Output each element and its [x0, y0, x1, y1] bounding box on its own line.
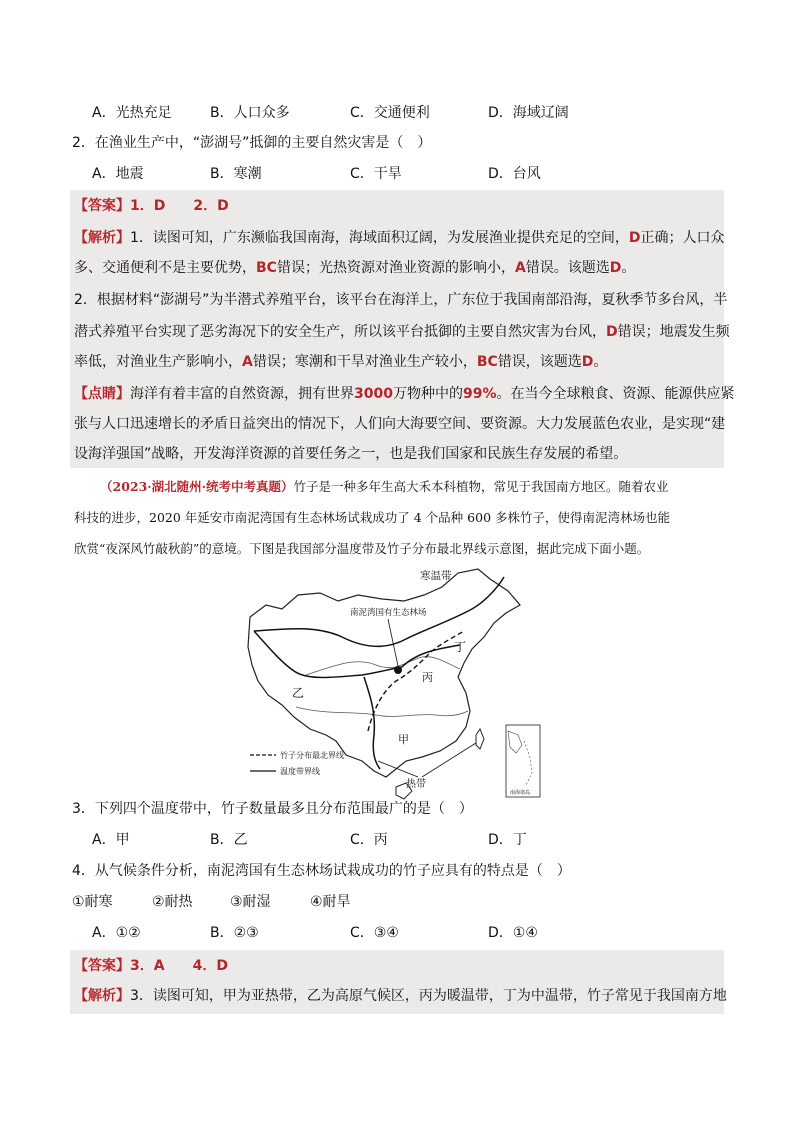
analysis-text: 。	[621, 260, 636, 276]
analysis-2-line-1: 2．根据材料“澎湖号”为半潜式养殖平台，该平台在海洋上，广东位于我国南部沿海，夏秋季节多台风，半	[74, 292, 728, 308]
q2-option-a: A．地震	[92, 166, 144, 182]
intro-line-2: 科技的进步，2020 年延安市南泥湾国有生态林场试栽成功了 4 个品种 600 多株竹子，使得南泥湾林场也能	[74, 510, 670, 525]
dianjing-text: 万物种中的	[392, 386, 463, 402]
dianjing-text: 海洋有着丰富的自然资源，拥有世界	[130, 386, 354, 402]
map-svg	[246, 565, 546, 805]
q4-options	[0, 922, 794, 944]
answer-1	[74, 194, 229, 218]
q4-option-b: B．②③	[210, 925, 259, 941]
answer-2	[74, 954, 228, 978]
label-hanwen: 寒温带	[420, 570, 452, 582]
q4-item-4: ④耐旱	[310, 894, 351, 910]
q3-option-a: A．甲	[92, 832, 130, 848]
dianjing-line-2: 张与人口迅速增长的矛盾日益突出的情况下，人们向大海要空间、要资源。大力发展蓝色农业，是实现“建	[74, 416, 726, 432]
q3-options	[0, 829, 794, 851]
analysis-tag: 【解析】	[74, 230, 130, 246]
analysis-text: 错误。该题选	[525, 260, 610, 276]
q2-options	[0, 163, 794, 185]
analysis-key: D	[628, 230, 641, 246]
q4-stem: 4．从气候条件分析，南泥湾国有生态林场试栽成功的竹子应具有的特点是（ ）	[72, 863, 571, 879]
dianjing-key: 99%	[462, 386, 497, 402]
intro-line-1	[100, 475, 669, 499]
q4-option-d: D．①④	[488, 925, 538, 941]
china-temperature-zone-map	[246, 565, 546, 805]
analysis-text: 错误；寒潮和干旱对渔业生产较小，	[252, 354, 477, 370]
analysis-key: BC	[256, 260, 277, 276]
analysis-tag: 【解析】	[74, 988, 130, 1004]
q3-option-b: B．乙	[210, 832, 248, 848]
analysis-2-line-2	[74, 320, 730, 344]
analysis-key: D	[606, 324, 618, 340]
analysis-text: 3．读图可知，甲为亚热带，乙为高原气候区，丙为暖温带，丁为中温带，竹子常见于我国南方地	[130, 988, 727, 1004]
dianjing-tag: 【点睛】	[74, 386, 130, 402]
q2-option-b: B．寒潮	[210, 166, 262, 182]
label-redai: 热带	[406, 779, 426, 790]
analysis-text: 正确；人口众	[640, 230, 725, 246]
dianjing-text: 。在当今全球粮食、资源、能源供应紧	[496, 386, 735, 402]
analysis-3-line-1	[74, 984, 727, 1008]
q3-option-c: C．丙	[350, 832, 388, 848]
label-jia: 甲	[398, 733, 409, 746]
inset-label: 南海诸岛	[510, 790, 531, 796]
analysis-text: 1．读图可知，广东濒临我国南海，海域面积辽阔，为发展渔业提供充足的空间，	[130, 230, 629, 246]
q2-option-d: D．台风	[488, 166, 541, 182]
q4-items	[0, 891, 794, 913]
label-yi: 乙	[292, 686, 305, 700]
legend-temp: 温度带界线	[280, 767, 320, 776]
q4-option-a: A．①②	[92, 925, 141, 941]
q3-stem: 3．下列四个温度带中，竹子数量最多且分布范围最广的是（ ）	[72, 801, 473, 817]
q2-stem: 2．在渔业生产中，“澎湖号”抵御的主要自然灾害是（ ）	[72, 135, 432, 151]
legend-bamboo: 竹子分布最北界线	[280, 751, 344, 760]
q4-item-3: ③耐湿	[230, 894, 271, 910]
q1-option-c: C．交通便利	[350, 105, 430, 121]
analysis-2-line-3	[74, 350, 607, 374]
analysis-text: 潜式养殖平台实现了恶劣海况下的安全生产，所以该平台抵御的主要自然灾害为台风，	[74, 324, 606, 340]
dianjing-key: 3000	[354, 386, 393, 402]
analysis-text: 。	[593, 354, 608, 370]
q3-option-d: D．丁	[488, 832, 527, 848]
q4-option-c: C．③④	[350, 925, 399, 941]
dianjing-line-3: 设海洋强国”战略，开发海洋资源的首要任务之一，也是我们国家和民族生存发展的希望。	[74, 446, 628, 462]
q2-option-c: C．干旱	[350, 166, 402, 182]
question-source: （2023·湖北随州·统考中考真题）	[100, 479, 294, 494]
analysis-text: 率低，对渔业生产影响小，	[74, 354, 242, 370]
analysis-1-line-1	[74, 226, 725, 250]
answer-text: 3．A 4．D	[130, 958, 228, 974]
answer-text: 1．D 2．D	[130, 198, 229, 214]
analysis-text: 错误；光热资源对渔业资源的影响小，	[276, 260, 515, 276]
q4-item-1: ①耐寒	[72, 894, 113, 910]
analysis-1-line-2	[74, 256, 635, 280]
q1-option-b: B．人口众多	[210, 105, 290, 121]
analysis-key: D	[609, 260, 622, 276]
analysis-key: BC	[476, 354, 498, 370]
answer-tag: 【答案】	[74, 958, 130, 974]
q4-item-2: ②耐热	[152, 894, 193, 910]
q1-option-d: D．海域辽阔	[488, 105, 569, 121]
label-nanniwan: 南泥湾国有生态林场	[350, 608, 427, 618]
label-ding: 丁	[454, 640, 467, 654]
analysis-text: 错误，该题选	[497, 354, 582, 370]
label-bing: 丙	[422, 671, 433, 684]
intro-text: 竹子是一种多年生高大禾本科植物，常见于我国南方地区。随着农业	[293, 479, 669, 494]
q1-option-a: A．光热充足	[92, 105, 172, 121]
analysis-text: 错误；地震发生频	[617, 324, 730, 340]
nanniwan-marker	[394, 666, 402, 674]
analysis-key: A	[514, 260, 526, 276]
q1-options	[0, 102, 794, 124]
intro-line-3: 欣赏“夜深风竹敲秋韵”的意境。下图是我国部分温度带及竹子分布最北界线示意图，据此完成下面小题。	[74, 541, 650, 556]
answer-tag: 【答案】	[74, 198, 130, 214]
taiwan-island	[476, 729, 484, 749]
analysis-key: A	[242, 354, 253, 370]
analysis-text: 多、交通便利不是主要优势，	[74, 260, 256, 276]
analysis-key: D	[581, 354, 594, 370]
dianjing-line-1	[74, 382, 734, 406]
